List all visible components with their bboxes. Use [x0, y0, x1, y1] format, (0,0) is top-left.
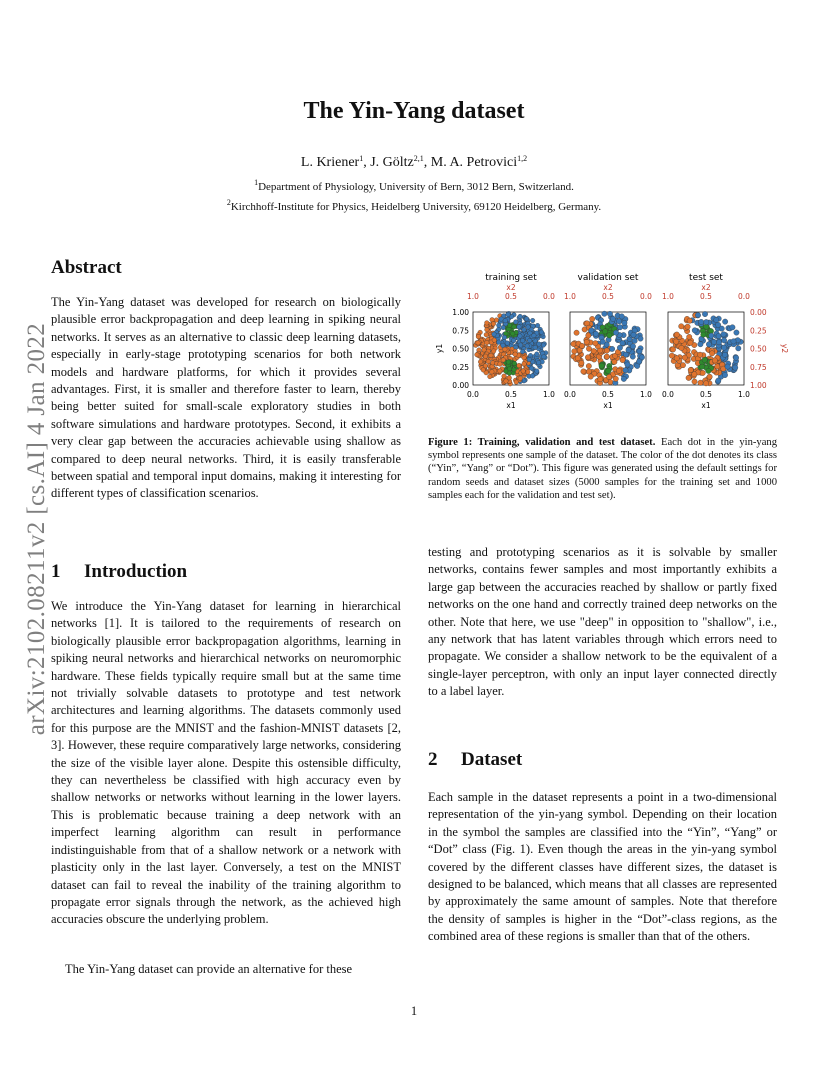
sample-2-211 — [733, 365, 738, 370]
sample-2-267 — [673, 339, 678, 344]
sample-2-232 — [734, 330, 739, 335]
author-petrovici: , M. A. Petrovici — [423, 155, 518, 170]
sample-0-470 — [494, 318, 499, 323]
sample-0-594 — [486, 359, 491, 364]
sample-1-257 — [572, 349, 577, 354]
sample-2-214 — [716, 378, 721, 383]
sample-0-806 — [518, 343, 523, 348]
arxiv-sidebar — [22, 305, 52, 753]
y2-tick-0: 0.00 — [750, 308, 767, 317]
sample-1-351 — [591, 348, 596, 353]
sample-0-896 — [536, 360, 541, 365]
intro-paragraph-2: The Yin-Yang dataset can provide an alternative for these — [65, 962, 353, 976]
sample-1-417 — [600, 339, 605, 344]
sample-2-360 — [721, 338, 726, 343]
sample-0-762 — [475, 352, 480, 357]
author-kriener-affil: 1 — [359, 154, 364, 163]
sample-2-370 — [700, 370, 705, 375]
sample-0-818 — [491, 349, 496, 354]
panel-title-2: test set — [689, 273, 723, 283]
sample-0-734 — [517, 325, 522, 330]
sample-0-891 — [514, 380, 519, 385]
sample-0-664 — [513, 320, 518, 325]
abstract-heading: Abstract — [51, 257, 122, 278]
sample-1-379 — [626, 347, 631, 352]
y1-tick-3: 0.25 — [452, 362, 469, 372]
sample-0-844 — [534, 369, 539, 374]
sample-0-880 — [527, 338, 532, 343]
panel-x2-tick-2-0: 1.0 — [662, 292, 674, 301]
sample-0-816 — [512, 324, 517, 329]
author-petrovici-affil: 1,2 — [517, 154, 528, 163]
author-goltz-affil: 2,1 — [413, 154, 424, 163]
sample-2-381 — [702, 311, 707, 316]
sample-1-398 — [606, 368, 611, 373]
panel-x2-tick-0-1: 0.5 — [505, 292, 517, 301]
y2-axis-label: y2 — [780, 343, 789, 354]
panel-x1-tick-1-1: 0.5 — [602, 390, 614, 399]
sample-1-358 — [606, 374, 611, 379]
sample-1-264 — [607, 333, 612, 338]
intro-title: Introduction — [84, 561, 188, 582]
sample-0-887 — [513, 352, 518, 357]
sample-1-263 — [585, 355, 590, 360]
sample-0-871 — [506, 360, 511, 365]
sample-1-405 — [613, 376, 618, 381]
sample-2-367 — [697, 352, 702, 357]
y2-tick-3: 0.75 — [750, 362, 767, 372]
sample-1-385 — [631, 332, 636, 337]
sample-2-417 — [706, 368, 711, 373]
sample-2-316 — [715, 322, 720, 327]
sample-0-849 — [526, 325, 531, 330]
y1-tick-1: 0.75 — [452, 326, 469, 336]
panel-x2-tick-1-2: 0.0 — [640, 292, 652, 301]
panel-x1-tick-0-2: 1.0 — [543, 390, 555, 399]
panel-x2-tick-1-0: 1.0 — [564, 292, 576, 301]
sample-2-326 — [711, 339, 716, 344]
sample-0-814 — [498, 369, 503, 374]
sample-0-885 — [532, 333, 537, 338]
sample-1-252 — [586, 363, 591, 368]
sample-0-842 — [512, 361, 517, 366]
sample-1-344 — [616, 368, 621, 373]
sample-0-879 — [522, 328, 527, 333]
sample-0-875 — [503, 318, 508, 323]
sample-1-390 — [623, 368, 628, 373]
sample-0-744 — [535, 323, 540, 328]
sample-1-356 — [602, 329, 607, 334]
sample-1-396 — [586, 333, 591, 338]
sample-1-330 — [604, 348, 609, 353]
sample-0-834 — [488, 374, 493, 379]
sample-2-338 — [733, 355, 738, 360]
sample-0-817 — [498, 362, 503, 367]
sample-2-406 — [702, 357, 707, 362]
panel-x2-tick-0-0: 1.0 — [467, 292, 479, 301]
sample-0-866 — [521, 369, 526, 374]
author-kriener: L. Kriener — [300, 155, 360, 170]
caption-text: Each dot in the yin-yang symbol represents one sample of the dataset. The color of the dot denotes its class (“Yin”, “Yang” or “Dot”). This figure was generated using the default settings for random seeds and dataset sizes (5000 samples for the training set and 1000 samples each for the validation and test set). — [428, 437, 777, 501]
paper-title: The Yin-Yang dataset — [303, 98, 525, 124]
sample-0-852 — [506, 312, 511, 317]
sample-1-13 — [604, 354, 609, 359]
sample-2-322 — [687, 334, 692, 339]
sample-2-328 — [685, 324, 690, 329]
sample-1-266 — [589, 316, 594, 321]
y1-tick-4: 0.00 — [452, 381, 469, 390]
page-number: 1 — [410, 1004, 418, 1018]
sample-2-332 — [730, 325, 735, 330]
sample-0-869 — [518, 314, 523, 319]
intro-number: 1 — [51, 561, 61, 582]
dataset-number: 2 — [428, 749, 438, 770]
sample-0-735 — [507, 367, 512, 372]
sample-0-669 — [478, 360, 483, 365]
panel-x1-tick-2-1: 0.5 — [700, 390, 712, 399]
sample-1-410 — [617, 325, 622, 330]
sample-2-388 — [722, 372, 727, 377]
sample-0-805 — [484, 321, 489, 326]
sample-0-899 — [502, 335, 507, 340]
panel-x1-tick-2-0: 0.0 — [662, 390, 674, 399]
sample-1-419 — [593, 341, 598, 346]
sample-0-830 — [517, 363, 522, 368]
sample-1-320 — [584, 339, 589, 344]
sample-0-893 — [485, 340, 490, 345]
sample-0-741 — [482, 348, 487, 353]
panel-x1-tick-1-0: 0.0 — [564, 390, 576, 399]
panel-x1-label-0: x1 — [506, 401, 516, 410]
sample-2-324 — [721, 332, 726, 337]
sample-0-894 — [483, 354, 488, 359]
sample-2-384 — [703, 381, 708, 386]
sample-2-359 — [736, 346, 741, 351]
panel-x2-tick-2-1: 0.5 — [700, 292, 712, 301]
sample-2-376 — [722, 352, 727, 357]
sample-2-416 — [716, 340, 721, 345]
sample-0-638 — [530, 374, 535, 379]
sample-2-246 — [682, 355, 687, 360]
sample-0-783 — [484, 332, 489, 337]
sample-2-333 — [680, 362, 685, 367]
sample-1-383 — [613, 330, 618, 335]
sample-0-881 — [522, 362, 527, 367]
sample-0-582 — [496, 323, 501, 328]
sample-2-414 — [699, 364, 704, 369]
sample-2-342 — [701, 332, 706, 337]
figure-1 — [435, 268, 789, 418]
sample-0-737 — [507, 371, 512, 376]
sample-0-771 — [518, 334, 523, 339]
sample-1-171 — [586, 369, 591, 374]
panel-x1-tick-0-1: 0.5 — [505, 390, 517, 399]
sample-2-354 — [674, 332, 679, 337]
sample-1-401 — [575, 355, 580, 360]
sample-1-143 — [602, 311, 607, 316]
sample-0-826 — [511, 338, 516, 343]
sample-2-403 — [731, 339, 736, 344]
sample-0-681 — [533, 345, 538, 350]
intro-paragraph-2-continued: testing and prototyping scenarios as it is solvable by smaller networks, contains fewer samples and most importantly exhibits a large gap between the accuracies reached by shallow or partly fixed networks on the one hand and correctly trained deep networks on the other. Note that here, we use "deep" in opposition to "shallow", i.e., any network that has latent variables through which errors need to propagate. We consider a shallow network to be the equivalent of a single-layer perceptron, with only an input layer connected directly to a label layer. — [428, 545, 777, 699]
sample-1-392 — [625, 362, 630, 367]
sample-1-389 — [622, 320, 627, 325]
panel-x2-label-2: x2 — [701, 283, 711, 292]
panel-x2-tick-2-2: 0.0 — [738, 292, 750, 301]
sample-2-293 — [674, 356, 679, 361]
sample-1-377 — [637, 359, 642, 364]
sample-0-898 — [476, 340, 481, 345]
caption-label: Figure 1: Training, validation and test dataset. — [428, 437, 656, 448]
sample-2-358 — [688, 340, 693, 345]
sample-1-334 — [630, 344, 635, 349]
sample-2-299 — [698, 342, 703, 347]
sample-2-405 — [714, 317, 719, 322]
y2-tick-1: 0.25 — [750, 326, 767, 336]
sample-0-821 — [510, 331, 515, 336]
intro-paragraph-1: We introduce the Yin-Yang dataset for learning in hierarchical networks [1]. It is tailored to the requirements of research on biologically plausible error backpropagation algorithms, learning in spiking neural networks and hierarchical networks on neuromorphic hardware. These fields typically require small but at the same time not trivially solvable datasets to prototype and test network architectures and learning algorithms. The datasets commonly used for this purpose are the MNIST and the fashion-MNIST datasets [2, 3]. However, these require comparatively large networks, considering the size of the visible layer alone. Despite this ostensible difficulty, they can nevertheless be classified with high accuracy even by shallow networks or networks without learning in the lower layers. This is problematic because training a deep network with an imperfect learning algorithm can result in performance indistinguishable from that of a shallow network or a network with plasticity only in the last layer. Conversely, a test on the MNIST dataset can fail to reveal the inability of the training algorithm to propagate error signals through the network, as the achieved high accuracies obscure the underlying problem. — [51, 599, 401, 927]
sample-2-418 — [709, 333, 714, 338]
sample-2-325 — [725, 364, 730, 369]
panel-x1-tick-1-2: 1.0 — [640, 390, 652, 399]
sample-0-850 — [539, 330, 544, 335]
sample-0-726 — [520, 338, 525, 343]
sample-0-843 — [490, 370, 495, 375]
sample-1-275 — [579, 360, 584, 365]
figure-1-plot — [435, 268, 789, 418]
y1-tick-0: 1.00 — [452, 308, 469, 317]
panel-x2-tick-0-2: 0.0 — [543, 292, 555, 301]
sample-2-372 — [709, 351, 714, 356]
panel-x1-label-1: x1 — [603, 401, 613, 410]
sample-1-328 — [610, 316, 615, 321]
sample-0-892 — [527, 357, 532, 362]
sample-1-345 — [579, 343, 584, 348]
sample-0-833 — [501, 358, 506, 363]
sample-2-344 — [722, 319, 727, 324]
sample-2-415 — [679, 345, 684, 350]
sample-2-350 — [669, 353, 674, 358]
sample-0-884 — [491, 322, 496, 327]
y2-tick-2: 0.50 — [750, 344, 767, 354]
sample-0-760 — [497, 340, 502, 345]
sample-0-864 — [512, 367, 517, 372]
sample-1-411 — [637, 349, 642, 354]
y1-axis-label: y1 — [435, 343, 444, 354]
sample-1-31 — [574, 330, 579, 335]
sample-2-374 — [695, 312, 700, 317]
sample-0-828 — [492, 332, 497, 337]
sample-1-384 — [598, 377, 603, 382]
panel-x1-tick-0-0: 0.0 — [467, 390, 479, 399]
author-list — [0, 154, 828, 171]
sample-2-189 — [670, 347, 675, 352]
y2-tick-4: 1.00 — [750, 381, 767, 390]
sample-1-312 — [607, 311, 612, 316]
sample-1-311 — [589, 328, 594, 333]
dataset-paragraph-1: Each sample in the dataset represents a point in a two-dimensional representation of the yin-yang symbol. Depending on their location in the symbol the samples are classified into the “Yin”, “Yang” or “Dot” class (Fig. 1). Even though the areas in the yin-yang symbol covered by the different classes have different sizes, the dataset is designed to be balanced, which means that all classes are represented by approximately the same amount of samples. Note that therefore the density of samples is higher in the “Dot”-class regions, as the combined area of these regions is smaller than that of the others. — [428, 790, 777, 944]
sample-1-416 — [620, 340, 625, 345]
panel-x2-label-0: x2 — [506, 283, 516, 292]
affiliation-2: $^2$Kirchhoff-Institute for Physics, Heidelberg University, 69120 Heidelberg, Germany. — [226, 198, 602, 213]
sample-2-395 — [699, 319, 704, 324]
sample-2-351 — [679, 324, 684, 329]
panel-title-1: validation set — [577, 273, 639, 283]
sample-2-266 — [706, 342, 711, 347]
sample-1-297 — [581, 369, 586, 374]
affiliation-1: $^1$Department of Physiology, University of Bern, 3012 Bern, Switzerland. — [254, 178, 574, 193]
panel-x1-tick-2-2: 1.0 — [738, 390, 750, 399]
sample-2-330 — [721, 345, 726, 350]
sample-2-255 — [686, 375, 691, 380]
sample-0-486 — [505, 341, 510, 346]
abstract-text: The Yin-Yang dataset was developed for research on biologically plausible error backpropagation and deep learning in spiking neural networks. It serves as an alternative to classic deep learning datasets, especially in early-stage prototyping scenarios for both network models and hardware platforms, for which it provides several advantages. First, it is smaller and therefore faster to learn, thereby being better suited for small-scale exploratory studies in both software simulations and hardware prototypes. Second, it exhibits a very clear gap between the accuracies achievable using shallow as compared to deep neural networks. Third, it is easily transferable between spatial and temporal input domains, making it interesting for different types of classification scenarios. — [51, 295, 401, 501]
panel-x2-tick-1-1: 0.5 — [602, 292, 614, 301]
sample-0-811 — [501, 343, 506, 348]
arxiv-identifier: arXiv:2102.08211v2 [cs.AI] 4 Jan 2022 — [23, 322, 50, 736]
sample-2-311 — [704, 319, 709, 324]
sample-0-865 — [542, 354, 547, 359]
sample-1-340 — [619, 314, 624, 319]
sample-0-655 — [530, 318, 535, 323]
sample-0-784 — [507, 376, 512, 381]
sample-2-379 — [687, 318, 692, 323]
sample-1-332 — [593, 331, 598, 336]
figure-1-caption — [428, 436, 777, 502]
sample-1-362 — [630, 354, 635, 359]
y1-tick-2: 0.50 — [452, 344, 469, 354]
sample-2-377 — [692, 328, 697, 333]
sample-1-406 — [588, 374, 593, 379]
sample-0-888 — [537, 342, 542, 347]
sample-1-306 — [632, 338, 637, 343]
sample-0-872 — [518, 376, 523, 381]
sample-0-848 — [534, 352, 539, 357]
sample-1-375 — [620, 357, 625, 362]
panel-x2-label-1: x2 — [603, 283, 613, 292]
sample-2-244 — [707, 374, 712, 379]
sample-0-694 — [524, 317, 529, 322]
sample-1-135 — [623, 352, 628, 357]
intro-heading — [51, 563, 187, 580]
sample-0-334 — [476, 334, 481, 339]
sample-2-408 — [712, 358, 717, 363]
sample-2-222 — [716, 333, 721, 338]
sample-0-416 — [520, 349, 525, 354]
sample-2-391 — [688, 367, 693, 372]
sample-0-812 — [481, 368, 486, 373]
author-goltz: , J. Göltz — [363, 155, 414, 170]
panel-title-0: training set — [485, 273, 537, 283]
panel-x1-label-2: x1 — [701, 401, 711, 410]
sample-2-362 — [692, 372, 697, 377]
sample-1-260 — [571, 341, 576, 346]
sample-0-739 — [491, 360, 496, 365]
sample-1-273 — [621, 376, 626, 381]
dataset-title: Dataset — [461, 749, 523, 770]
sample-0-841 — [492, 338, 497, 343]
dataset-heading — [428, 751, 522, 768]
sample-2-383 — [692, 379, 697, 384]
sample-0-874 — [489, 353, 494, 358]
sample-1-388 — [612, 359, 617, 364]
sample-0-796 — [525, 344, 530, 349]
sample-1-256 — [609, 346, 614, 351]
sample-1-370 — [616, 319, 621, 324]
sample-1-354 — [599, 363, 604, 368]
